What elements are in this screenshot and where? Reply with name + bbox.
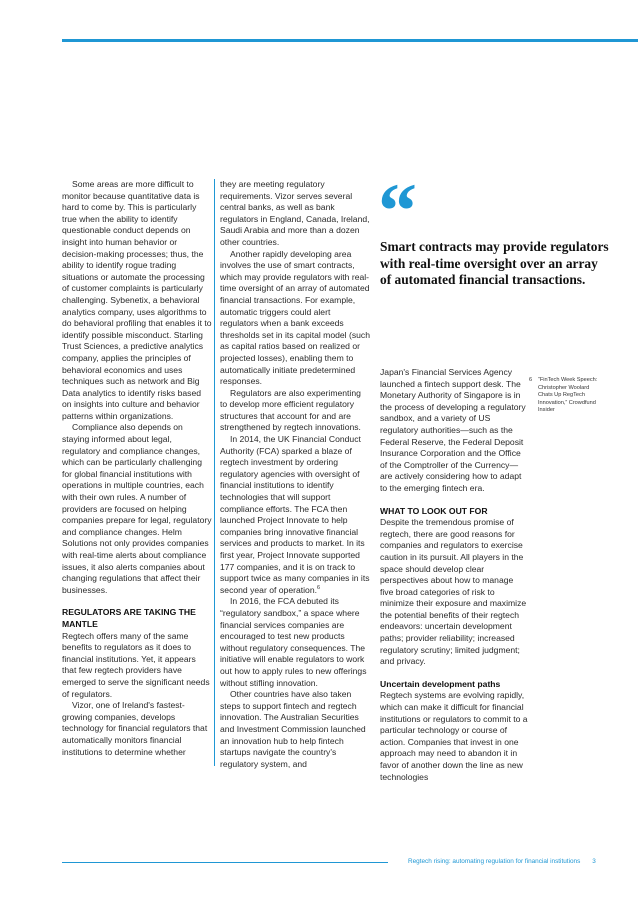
paragraph: Japan's Financial Services Agency launched a fintech support desk. The Monetary Authority of Singapore is in the process of developing a regulatory sandbox, and a variety of US regulatory authorities—such as the Federal Reserve, the Federal Deposit Insurance Corporation and the Office of the Comptroller of the Currency—are actively considering how to adapt to the emerging fintech era. [380,367,526,493]
paragraph: Regtech offers many of the same benefits to regulators as it does to financial institutions. Yet, it appears that few regtech providers have emerged to serve the significant needs of regulators. [62,630,210,699]
column-middle [220,179,370,770]
subsection-heading: Uncertain development paths [380,678,501,689]
page-footer [408,858,596,865]
footnote-number: 6 [529,377,533,383]
paragraph: Another rapidly developing area involves the use of smart contracts, which may provide regulators with real-time oversight of an array of automated financial transactions. For example, automatic triggers could alert regulators when a bank exceeds thresholds set in its capital model (such as capital ratios based on realized or projected losses), enabling them to automatically initiate predetermined responses. [220,248,370,387]
footnote-reference: 6 [316,584,321,591]
paragraph: Compliance also depends on staying informed about legal, regulatory and compliance changes, which can be particularly challenging for global financial institutions with operations in multiple countries, each with their own rules. A number of providers are focused on helping companies prepare for legal, regulatory and compliance changes. Helm Solutions not only provides companies with real-time alerts about compliance issues, it also alerts companies about changing regulations that affect their businesses. [62,422,212,595]
paragraph: Some areas are more difficult to monitor because quantitative data is hard to come by. This is particularly true when the ability to identify questionable conduct depends on insight into human behavior or decision-making processes; thus, the ability to identify rogue trading situations or automate the processing of customer complaints is particularly challenging. Sybenetix, a behavioral analytics company, uses algorithms to do behavioral profiling that enables it to identify possible misconduct. Starling Trust Sciences, a predictive analytics company, applies the principles of behavioral economics and uses techniques such as network and Big Data analytics to identify risks based on insights into culture and behavior patterns within organizations. [62,179,212,421]
quote-mark-icon: “ [378,167,417,254]
footnote-text: “FinTech Week Speech: Christopher Woolard Chats Up RegTech Innovation,” Crowdfund Insider [538,377,598,414]
column-right [380,367,528,783]
section-heading: WHAT TO LOOK OUT FOR [380,505,488,516]
footer-title: Regtech rising: automating regulation for financial institutions [408,858,581,865]
pull-quote: Smart contracts may provide regulators with real-time oversight over an array of automated financial transactions. [380,239,609,288]
paragraph: Other countries have also taken steps to support fintech and regtech innovation. The Australian Securities and Investment Commission launched an innovation hub to help fintech startups navigate the country's regulatory system, and [220,689,366,769]
page-number: 3 [592,858,596,865]
footnote [529,377,604,415]
paragraph-text: In 2014, the UK Financial Conduct Authority (FCA) sparked a blaze of regtech investment by ordering regulatory agencies with oversight of financial institutions to identify technologies that will support compliance efforts. The FCA then launched Project Innovate to help companies bring innovative financial services and products to market. In its first year, Project Innovate supported 177 companies, and it is on track to support twice as many companies in its second year of operation. [220,434,370,595]
column-divider [214,179,215,766]
paragraph: Vizor, one of Ireland's fastest-growing companies, develops technology for financial regulators that automatically monitors financial institutions to determine whether [62,700,208,757]
paragraph: Despite the tremendous promise of regtech, there are good reasons for companies and regulators to exercise caution in its pursuit. All players in the space should develop clear perspectives about how to manage five broad categories of risk to minimize their exposure and maximize the potential benefits of their regtech endeavors: uncertain development paths; provider reliability; increased regulatory scrutiny; limited judgment; and privacy. [380,517,527,667]
paragraph: they are meeting regulatory requirements. Vizor serves several central banks, as well as bank regulators in England, Canada, Ireland, Saudi Arabia and more than a dozen other countries. [220,179,370,247]
paragraph: Regtech systems are evolving rapidly, which can make it difficult for financial institutions or regulators to commit to a particular technology or course of action. Companies that invest in one approach may need to abandon it in favor of another down the line as new technologies [380,690,528,782]
footer-rule [62,862,388,863]
column-left [62,179,212,758]
paragraph [220,434,370,596]
paragraph: Regulators are also experimenting to develop more efficient regulatory structures that account for and are strengthened by regtech innovations. [220,387,361,433]
top-accent-rule [62,39,638,42]
paragraph: In 2016, the FCA debuted its “regulatory sandbox,” a space where financial services companies are encouraged to test new products without regulatory consequences. The initiative will enable regulators to work out how to apply rules to new offerings without stifling innovation. [220,596,367,688]
section-heading: REGULATORS ARE TAKING THE MANTLE [62,607,196,629]
